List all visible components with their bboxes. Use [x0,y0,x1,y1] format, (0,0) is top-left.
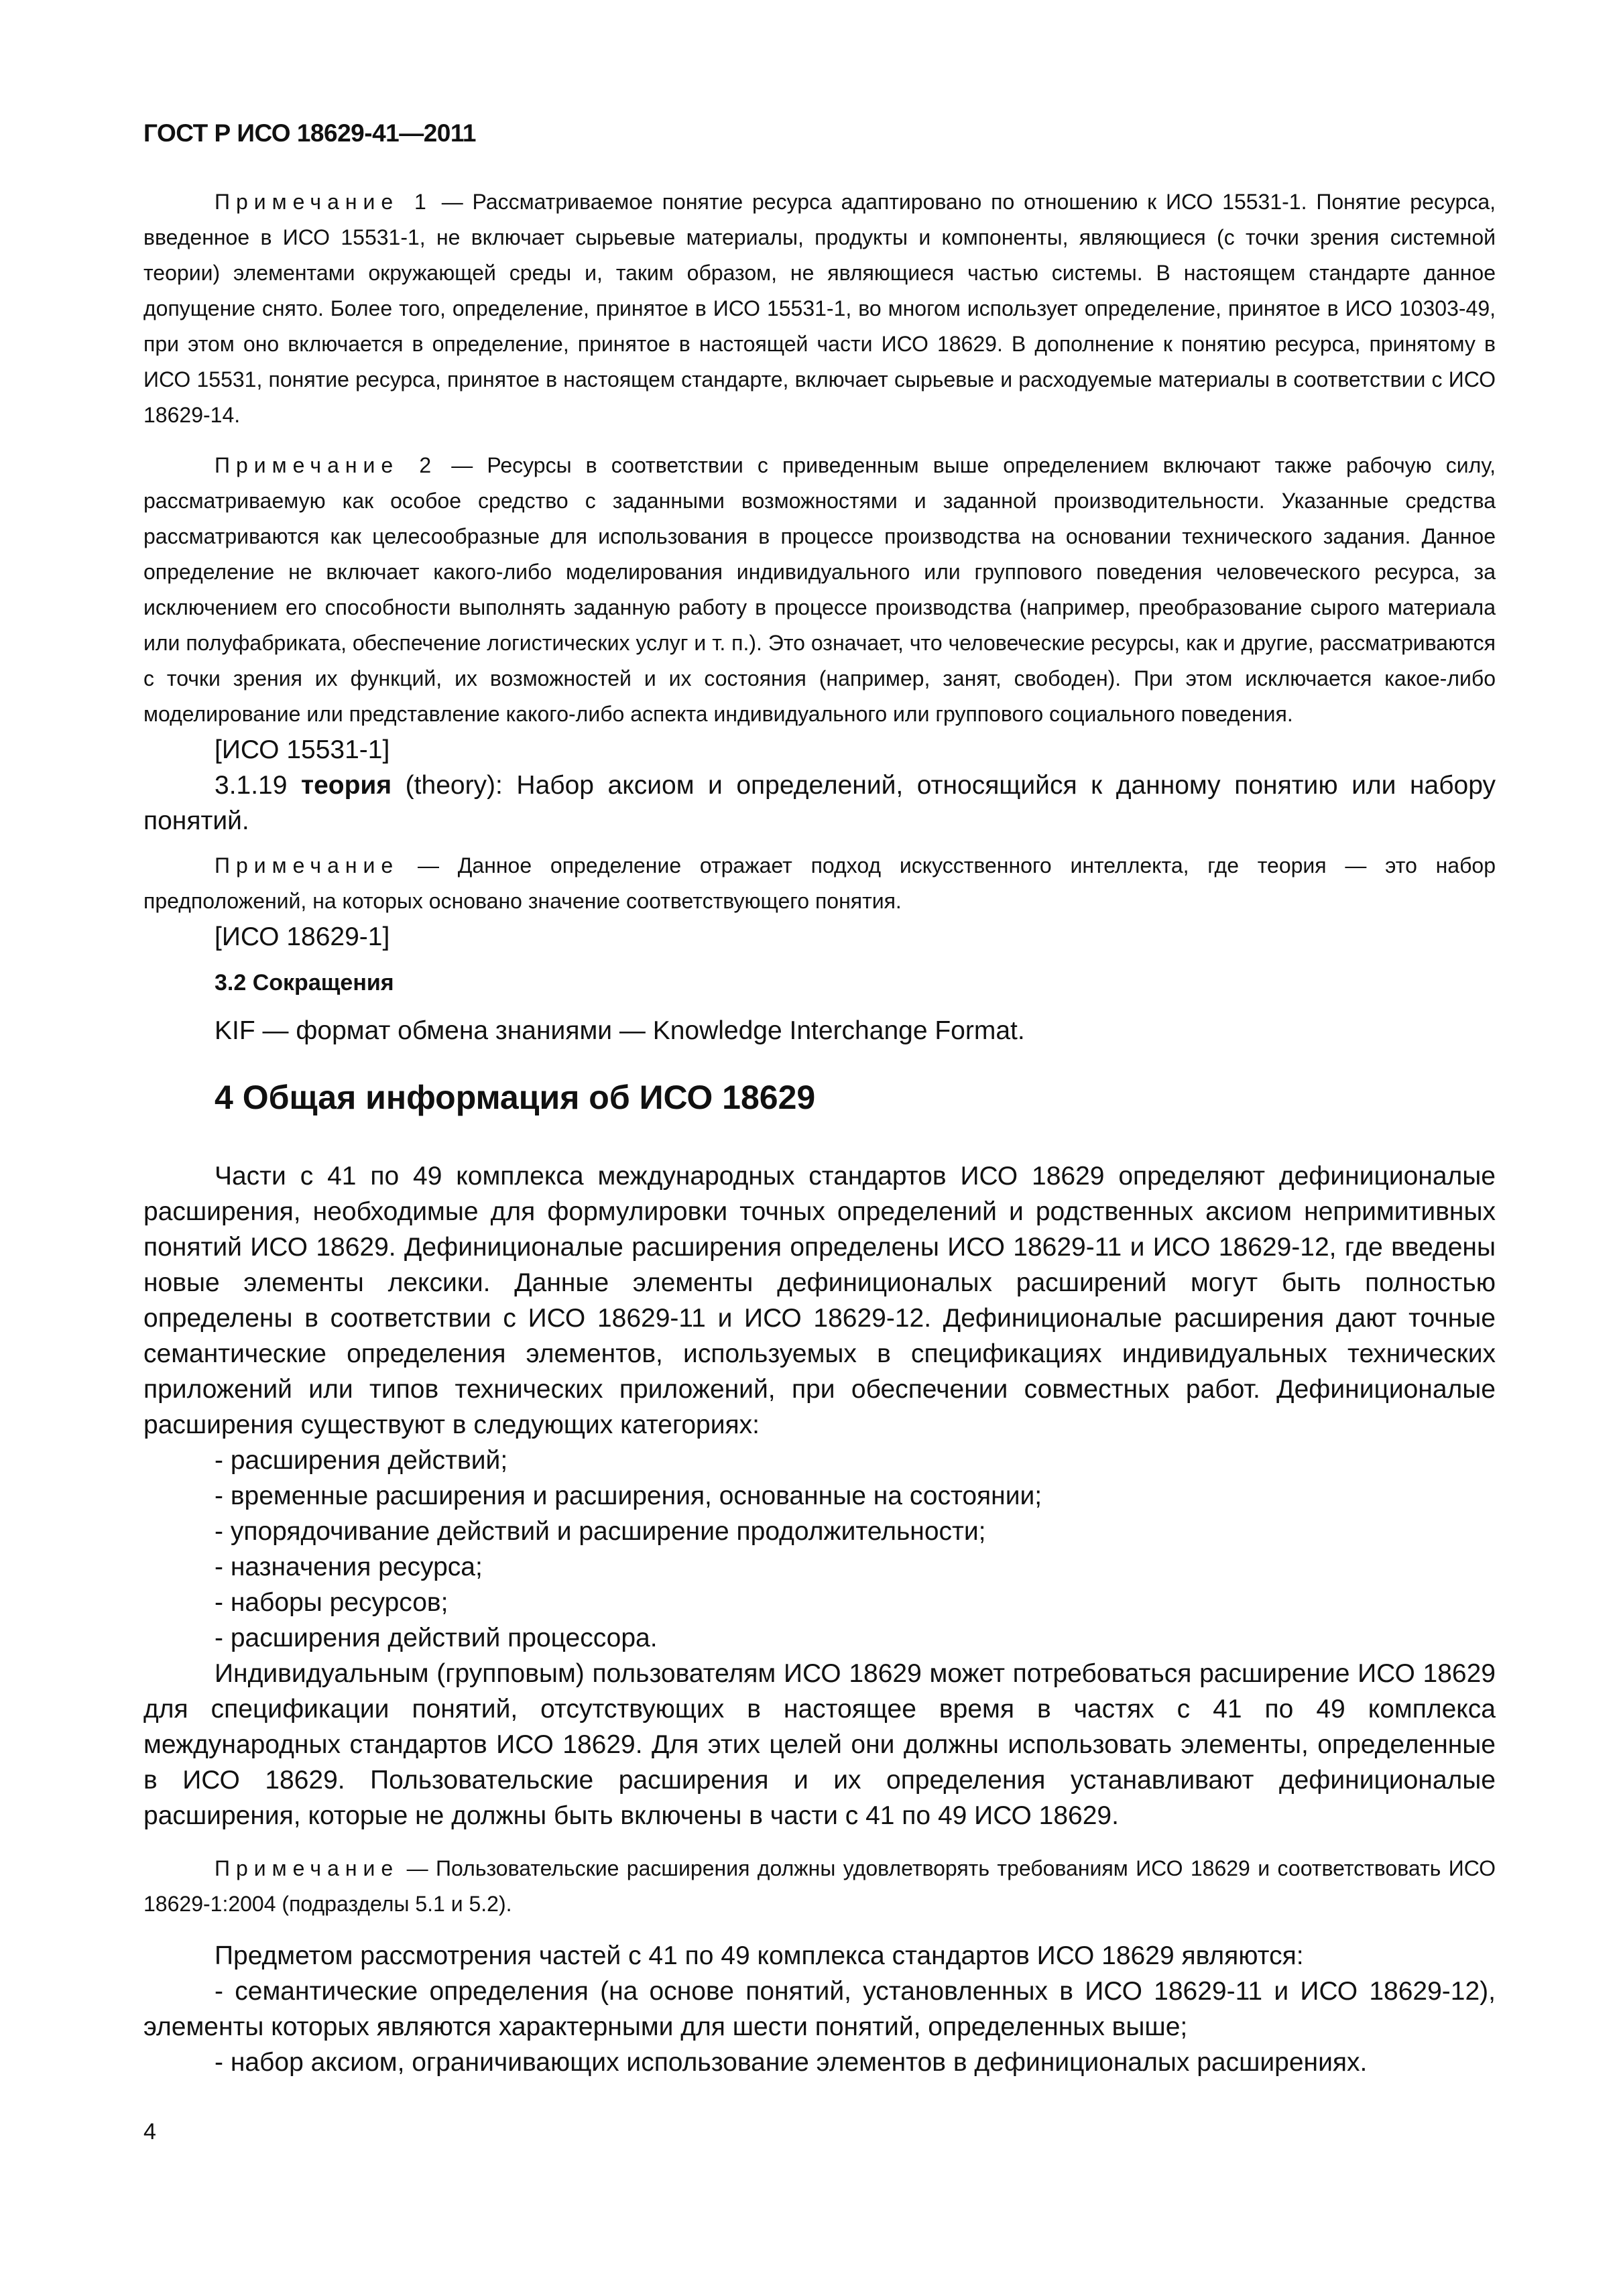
document-header: ГОСТ Р ИСО 18629-41—2011 [143,119,476,147]
note-2-label: Примечание 2 [215,453,438,477]
section-4-note-text: Пользовательские расширения должны удовлетворять требованиям ИСО 18629 и соответствовать ИСО 18629-1:2004 (подразделы 5.1 и 5.2). [143,1856,1496,1916]
section-4-note-label: Примечание [215,1856,400,1880]
section-4-heading: 4 Общая информация об ИСО 18629 [215,1079,816,1116]
section-4-item-axioms: - набор аксиом, ограничивающих использование элементов в дефиниционалых расширениях. [215,2048,1368,2077]
note-2-text: Ресурсы в соответствии с приведенным выше определением включают также рабочую силу, рассматриваемую как особое средство с заданными возможностями и заданной производительности. Указанные средства рассматриваются как целесообразные для использования в процессе производства на основании технического задания. Данное определение не включает какого-либо моделирования индивидуального или группового поведения человеческого ресурса, за исключением его способности выполнять заданную работу в процессе производства (например, преобразование сырого материала или полуфабриката, обеспечение логистических услуг и т. п.). Это означает, что человеческие ресурсы, как и другие, рассматриваются с точки зрения их функций, их возможностей и их состояния (например, занят, свободен). При этом исключается какое-либо моделирование или представление какого-либо аспекта индивидуального или группового социального поведения. [143,453,1496,726]
page-number: 4 [143,2119,156,2144]
section-4-item-semantic-definitions: - семантические определения (на основе понятий, установленных в ИСО 18629-11 и ИСО 18629-12), элементы которых являются характерными для шести понятий, определенных выше; [143,1977,1496,2041]
section-4-paragraph-2: Индивидуальным (групповым) пользователям ИСО 18629 может потребоваться расширение ИСО 18629 для спецификации понятий, отсутствующих в настоящее время в частях с 41 по 49 комплекса международных стандартов ИСО 18629. Для этих целей они должны использовать элементы, определенные в ИСО 18629. Пользовательские расширения и их определения устанавливают дефиниционалые расширения, которые не должны быть включены в части с 41 по 49 ИСО 18629. [143,1659,1496,1830]
list-item: - наборы ресурсов; [215,1588,448,1617]
section-4-note [143,1851,1496,1922]
list-item: - упорядочивание действий и расширение продолжительности; [215,1517,986,1546]
section-4-paragraph-3: Предметом рассмотрения частей с 41 по 49 комплекса стандартов ИСО 18629 являются: [215,1941,1304,1970]
term-definition-theory [143,768,1496,839]
reference-iso-15531-1: [ИСО 15531-1] [215,735,390,764]
note-1 [143,184,1496,433]
note-1-label: Примечание 1 [215,190,432,214]
note-3-text: Данное определение отражает подход искусственного интеллекта, где теория — это набор предположений, на которых основано значение соответствующего понятия. [143,853,1496,913]
list-item: - временные расширения и расширения, основанные на состоянии; [215,1482,1042,1510]
note-2 [143,448,1496,732]
list-item: - назначения ресурса; [215,1553,483,1581]
extension-categories-list [143,1443,1496,1656]
note-3 [143,848,1496,919]
note-3-label: Примечание [215,853,400,878]
section-4-paragraph-1: Части с 41 по 49 комплекса международных стандартов ИСО 18629 определяют дефиниционалые расширения, необходимые для формулировки точных определений и родственных аксиом непримитивных понятий ИСО 18629. Дефиниционалые расширения определены ИСО 18629-11 и ИСО 18629-12, где введены новые элементы лексики. Данные элементы дефиниционалых расширений могут быть полностью определены в соответствии с ИСО 18629-11 и ИСО 18629-12. Дефиниционалые расширения дают точные семантические определения элементов, используемых в спецификациях индивидуальных технических приложений или типов технических приложений, при обеспечении совместных работ. Дефиниционалые расширения существуют в следующих категориях: [143,1162,1496,1439]
abbreviations-heading: 3.2 Сокращения [215,970,394,995]
note-1-text: Рассматриваемое понятие ресурса адаптировано по отношению к ИСО 15531-1. Понятие ресурса, введенное в ИСО 15531-1, не включает сырьевые материалы, продукты и компоненты, являющиеся (с точки зрения системной теории) элементами окружающей среды и, таким образом, не являющиеся частью системы. В настоящем стандарте данное допущение снято. Более того, определение, принятое в ИСО 15531-1, во многом использует определение, принятое в ИСО 10303-49, при этом оно включается в определение, принятое в настоящей части ИСО 18629. В дополнение к понятию ресурса, принятому в ИСО 15531, понятие ресурса, принятое в настоящем стандарте, включает сырьевые и расходуемые материалы в соответствии с ИСО 18629-14. [143,190,1496,427]
term-number: 3.1.19 [215,771,301,800]
list-item: - расширения действий; [215,1446,508,1475]
note-3-dash: — [399,853,458,878]
reference-iso-18629-1: [ИСО 18629-1] [215,922,390,951]
term-name: теория [300,771,392,800]
list-item: - расширения действий процессора. [215,1624,658,1652]
section-4-note-dash: — [399,1856,436,1880]
abbreviation-kif: KIF — формат обмена знаниями — Knowledge Interchange Format. [215,1016,1025,1045]
note-2-dash: — [437,453,487,477]
term-text: (theory): Набор аксиом и определений, относящийся к данному понятию или набору понятий. [143,771,1496,835]
note-1-dash: — [432,190,473,214]
